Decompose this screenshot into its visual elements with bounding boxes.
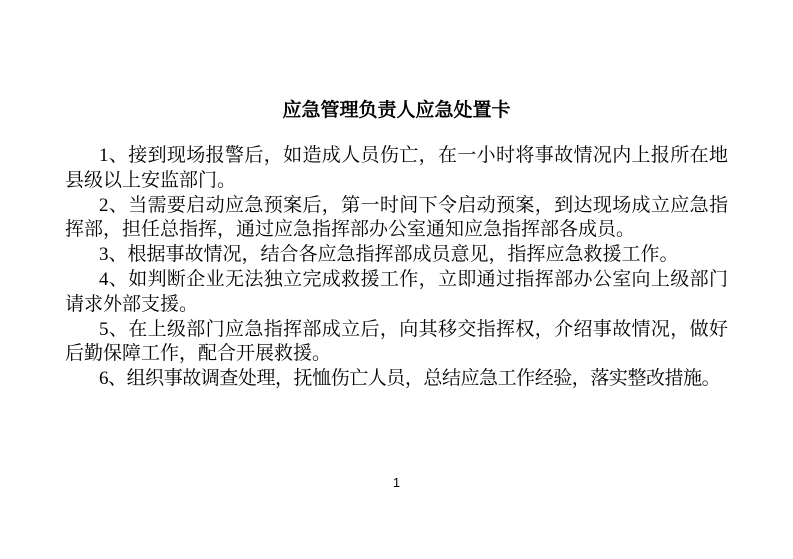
paragraph-1: 1、接到现场报警后，如造成人员伤亡，在一小时将事故情况内上报所在地县级以上安监部门。 bbox=[65, 145, 728, 191]
paragraph-5: 5、在上级部门应急指挥部成立后，向其移交指挥权，介绍事故情况，做好后勤保障工作，配合开展救援。 bbox=[65, 318, 728, 365]
paragraph-3: 3、根据事故情况，结合各应急指挥部成员意见，指挥应急救援工作。 bbox=[99, 244, 679, 266]
paragraph-4: 4、如判断企业无法独立完成救援工作，立即通过指挥部办公室向上级部门请求外部支援。 bbox=[65, 268, 728, 315]
paragraph-6: 6、组织事故调查处理，抚恤伤亡人员，总结应急工作经验，落实整改措施。 bbox=[99, 368, 721, 390]
page-footer bbox=[0, 476, 793, 490]
document-content bbox=[65, 98, 728, 392]
paragraph-2: 2、当需要启动应急预案后，第一时间下令启动预案，到达现场成立应急指挥部，担任总指挥，通过应急指挥部办公室通知应急指挥部各成员。 bbox=[65, 194, 728, 241]
document-body bbox=[65, 144, 728, 392]
page-number: 1 bbox=[392, 475, 401, 490]
document-title: 应急管理负责人应急处置卡 bbox=[282, 100, 511, 121]
